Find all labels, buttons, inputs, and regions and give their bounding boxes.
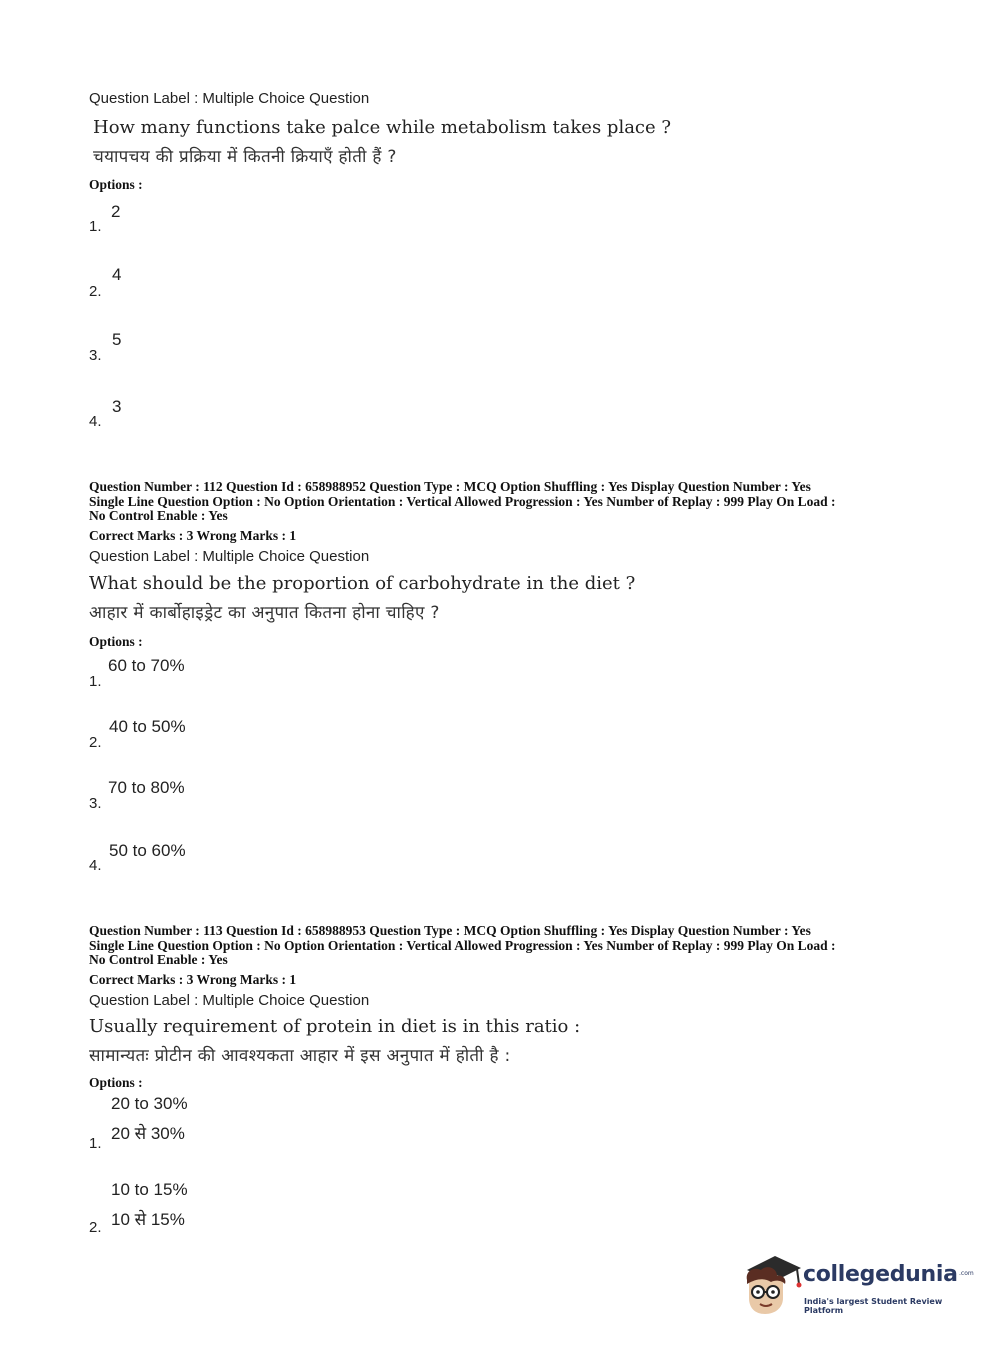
- option-value: 5: [112, 330, 122, 349]
- option-value-english: 20 to 30%: [111, 1094, 188, 1113]
- question-meta-line: Question Number : 112 Question Id : 658988952 Question Type : MCQ Option Shuffling : Yes Display Question Number : Yes: [89, 479, 811, 494]
- option-value: 70 to 80%: [108, 778, 185, 797]
- options-heading: Options :: [89, 634, 143, 649]
- option-value-hindi: 20 से 30%: [111, 1124, 185, 1143]
- option-value-hindi: 10 से 15%: [111, 1210, 185, 1229]
- option-value: 40 to 50%: [109, 717, 186, 736]
- question-label: Question Label : Multiple Choice Question: [89, 90, 370, 107]
- marks-line: Correct Marks : 3 Wrong Marks : 1: [89, 528, 297, 543]
- marks-line: Correct Marks : 3 Wrong Marks : 1: [89, 972, 297, 987]
- option-number: 3.: [89, 795, 102, 812]
- logo-tagline: India's largest Student Review Platform: [804, 1297, 943, 1315]
- option-number: 4.: [89, 413, 102, 430]
- question-meta-line: Question Number : 113 Question Id : 658988953 Question Type : MCQ Option Shuffling : Yes Display Question Number : Yes: [89, 923, 811, 938]
- question-meta-line: Single Line Question Option : No Option Orientation : Vertical Allowed Progression : Yes Number of Replay : 999 Play On Load :: [89, 937, 836, 953]
- options-heading: Options :: [89, 1075, 143, 1090]
- question-text-english: What should be the proportion of carbohydrate in the diet ?: [89, 573, 636, 594]
- question-meta-line: Single Line Question Option : No Option Orientation : Vertical Allowed Progression : Yes Number of Replay : 999 Play On Load :: [89, 493, 836, 509]
- question-label: Question Label : Multiple Choice Question: [89, 992, 370, 1009]
- option-number: 1.: [89, 218, 102, 235]
- collegedunia-logo: [741, 1250, 974, 1320]
- option-value: 3: [112, 397, 122, 416]
- option-value: 2: [111, 202, 121, 221]
- option-value-english: 10 to 15%: [111, 1180, 188, 1199]
- option-number: 4.: [89, 857, 102, 874]
- question-text-hindi: चयापचय की प्रक्रिया में कितनी क्रियाएँ होती हैं ?: [93, 147, 397, 167]
- option-number: 2.: [89, 283, 102, 300]
- option-number: 1.: [89, 673, 102, 690]
- question-text-hindi: आहार में कार्बोहाइड्रेट का अनुपात कितना होना चाहिए ?: [89, 603, 440, 623]
- options-heading: Options :: [89, 177, 143, 192]
- option-value: 50 to 60%: [109, 841, 186, 860]
- option-value: 60 to 70%: [108, 656, 185, 675]
- question-text-hindi: सामान्यतः प्रोटीन की आवश्यकता आहार में इस अनुपात में होती है :: [89, 1046, 511, 1066]
- option-number: 1.: [89, 1135, 102, 1152]
- question-text-english: Usually requirement of protein in diet is in this ratio :: [89, 1016, 581, 1037]
- logo-domain-suffix: .com: [959, 1270, 974, 1277]
- logo-wordmark: collegedunia: [803, 1262, 958, 1287]
- option-number: 2.: [89, 1219, 102, 1236]
- option-number: 2.: [89, 734, 102, 751]
- question-meta-line: No Control Enable : Yes: [89, 952, 228, 967]
- option-number: 3.: [89, 347, 102, 364]
- mascot-icon: [741, 1250, 803, 1316]
- question-meta-line: No Control Enable : Yes: [89, 508, 228, 523]
- option-value: 4: [112, 265, 122, 284]
- question-text-english: How many functions take palce while metabolism takes place ?: [93, 117, 672, 138]
- question-label: Question Label : Multiple Choice Question: [89, 548, 370, 565]
